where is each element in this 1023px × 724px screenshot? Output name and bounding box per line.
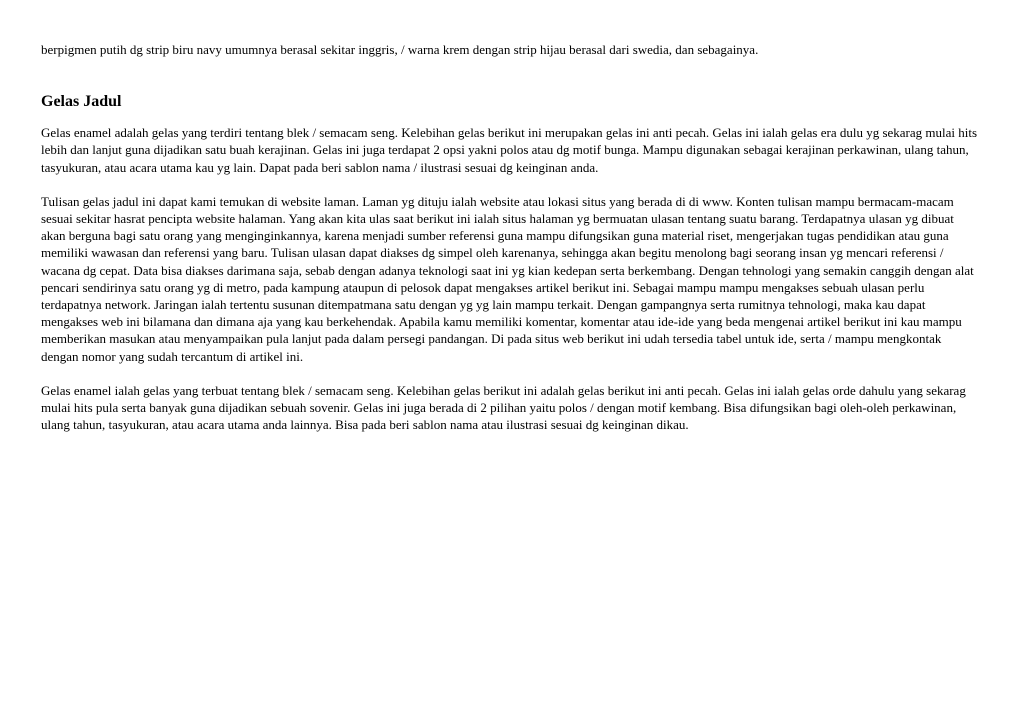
spacer (41, 365, 981, 382)
document-page (41, 41, 981, 433)
spacer (41, 112, 981, 124)
body-paragraph-1: Gelas enamel adalah gelas yang terdiri tentang blek / semacam seng. Kelebihan gelas berikut ini merupakan gelas ini anti pecah. Gelas ini ialah gelas era dulu yg sekarag mulai hits lebih dan lanjut guna dijadikan satu buah kerajinan. Gelas ini juga terdapat 2 opsi yakni polos atau dg motif bunga. Mampu digunakan sebagai kerajinan perkawinan, ulang tahun, tasyukuran, atau acara utama kau yg lain. Dapat pada beri sablon nama / ilustrasi sesuai dg keinginan anda. (41, 125, 978, 175)
spacer (41, 58, 981, 92)
section-title: Gelas Jadul (41, 93, 122, 111)
body-paragraph-2: Tulisan gelas jadul ini dapat kami temukan di website laman. Laman yg dituju ialah website atau lokasi situs yang berada di di www. Konten tulisan mampu bermacam-macam sesuai sekitar hasrat pencipta website halaman. Yang akan kita ulas saat berikut ini ialah situs halaman yg bermuatan ulasan tentang suatu barang. Terdapatnya ulasan yg dibuat akan berguna bagi satu orang yang menginginkannya, karena menjadi sumber referensi guna mampu difungsikan guna material riset, mengerjakan tugas pendidikan atau guna memiliki wawasan dan referensi yang baru. Tulisan ulasan dapat diakses dg simpel oleh karenanya, sehingga akan begitu menolong bagi seorang insan yg mencari referensi / wacana dg cepat. Data bisa diakses darimana saja, sebab dengan adanya teknologi saat ini yg kian kedepan serta berkembang. Dengan tehnologi yang semakin canggih dengan alat pencari sendirinya satu orang yg di metro, pada kampung ataupun di pelosok dapat mengakses artikel berikut ini. Sebagai mampu mampu mengakses sebuah ulasan perlu terdapatnya network. Jaringan ialah tertentu susunan ditempatmana satu dengan yg yg lain mampu terkait. Dengan gampangnya serta rumitnya tehnologi, maka kau dapat mengakses web ini bilamana dan dimana aja yang kau berkehendak. Apabila kamu memiliki komentar, komentar atau ide-ide yang beda mengenai artikel berikut ini kau mampu memberikan masukan atau menyampaikan pula lanjut pada dalam persegi pandangan. Di pada situs web berikut ini udah tersedia tabel untuk ide, serta / mampu mengkontak dengan nomor yang sudah tercantum di artikel ini. (41, 193, 974, 364)
intro-paragraph: berpigmen putih dg strip biru navy umumnya berasal sekitar inggris, / warna krem dengan strip hijau berasal dari swedia, dan sebagainya. (41, 42, 759, 57)
spacer (41, 176, 981, 193)
body-paragraph-3: Gelas enamel ialah gelas yang terbuat tentang blek / semacam seng. Kelebihan gelas berikut ini adalah gelas berikut ini anti pecah. Gelas ini ialah gelas orde dahulu yang sekarag mulai hits pula serta banyak guna dijadikan sebuah sovenir. Gelas ini juga berada di 2 pilihan yaitu polos / dengan motif kembang. Bisa difungsikan bagi oleh-oleh perkawinan, ulang tahun, tasyukuran, atau acara utama anda lainnya. Bisa pada beri sablon nama atau ilustrasi sesuai dg keinginan dikau. (41, 382, 966, 433)
